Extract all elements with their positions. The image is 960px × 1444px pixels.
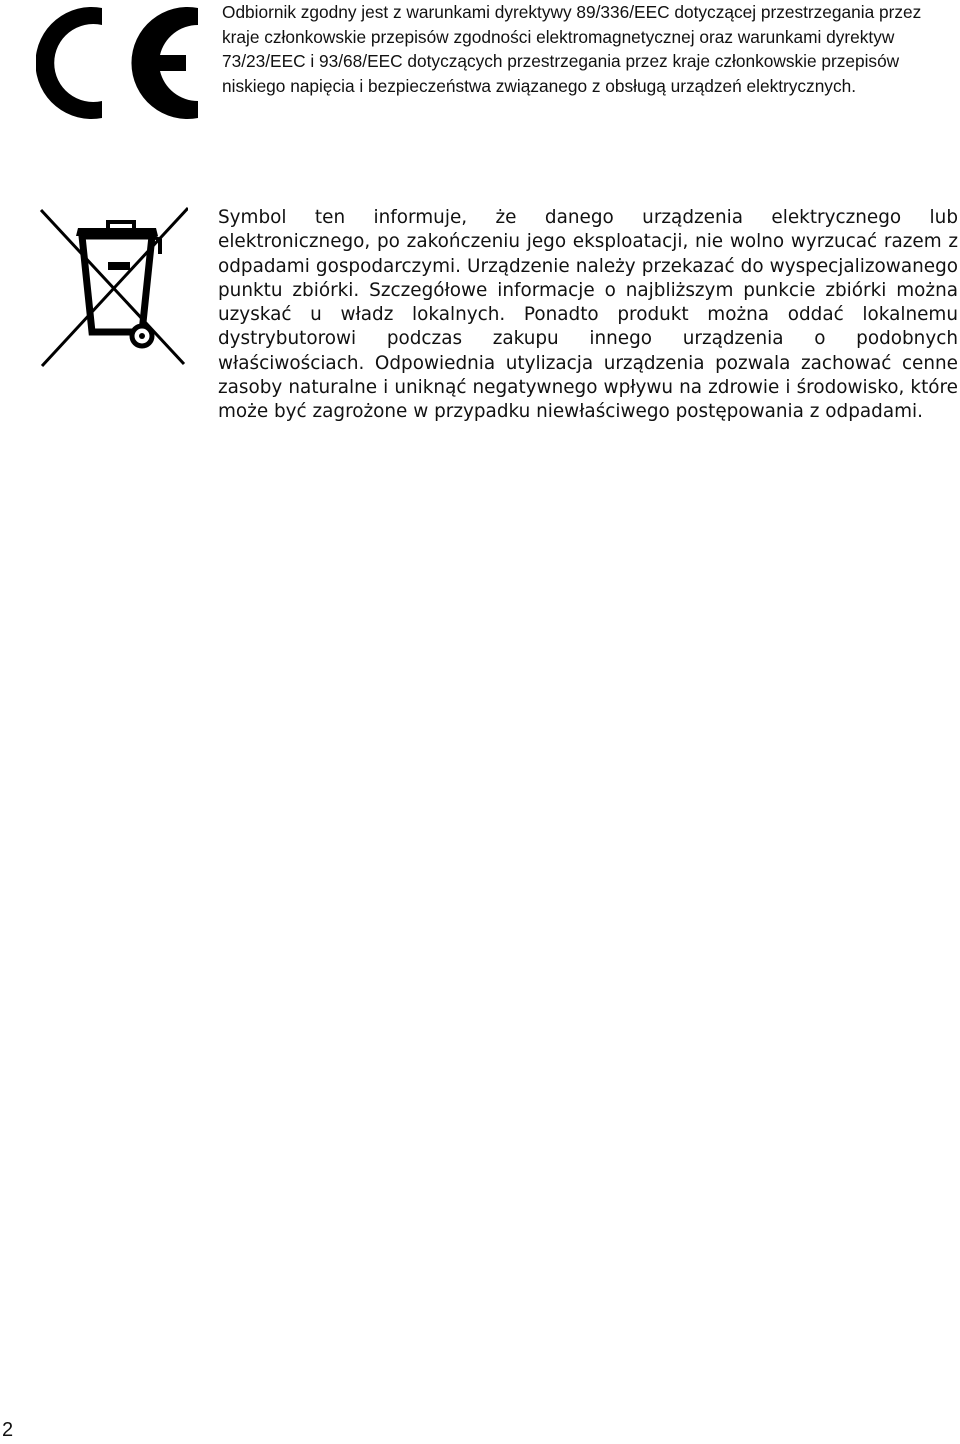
ce-compliance-text: Odbiornik zgodny jest z warunkami dyrektywy 89/336/EEC dotyczącej przestrzegania przez kraje członkowskie przepisów zgodności elektromagnetycznej oraz warunkami dyrektyw 73/23/EEC i 93/68/EEC dotyczących przestrzegania przez kraje członkowskie przepisów niskiego napięcia i bezpieczeństwa związanego z obsługą urządzeń elektrycznych.: [222, 2, 922, 96]
weee-disposal-text: Symbol ten informuje, że danego urządzenia elektrycznego lub elektronicznego, po zakończeniu jego eksploatacji, nie wolno wyrzucać razem z odpadami gospodarczymi. Urządzenie należy przekazać do wyspecjalizowanego punktu zbiórki. Szczegółowe informacje o najbliższym punkcie zbiórki można uzyskać u władz lokalnych. Ponadto produkt można oddać lokalnemu dystrybutorowi podczas zakupu innego urządzenia o podobnych właściwościach. Odpowiednia utylizacja urządzenia pozwala zachować cenne zasoby naturalne i uniknąć negatywnego wpływu na zdrowie i środowisko, które może być zagrożone w przypadku niewłaściwego postępowania z odpadami.: [218, 207, 958, 423]
crossed-out-wheelie-bin-icon: [38, 206, 188, 368]
ce-mark-icon: [36, 4, 202, 122]
page-number: 2: [2, 1419, 14, 1441]
